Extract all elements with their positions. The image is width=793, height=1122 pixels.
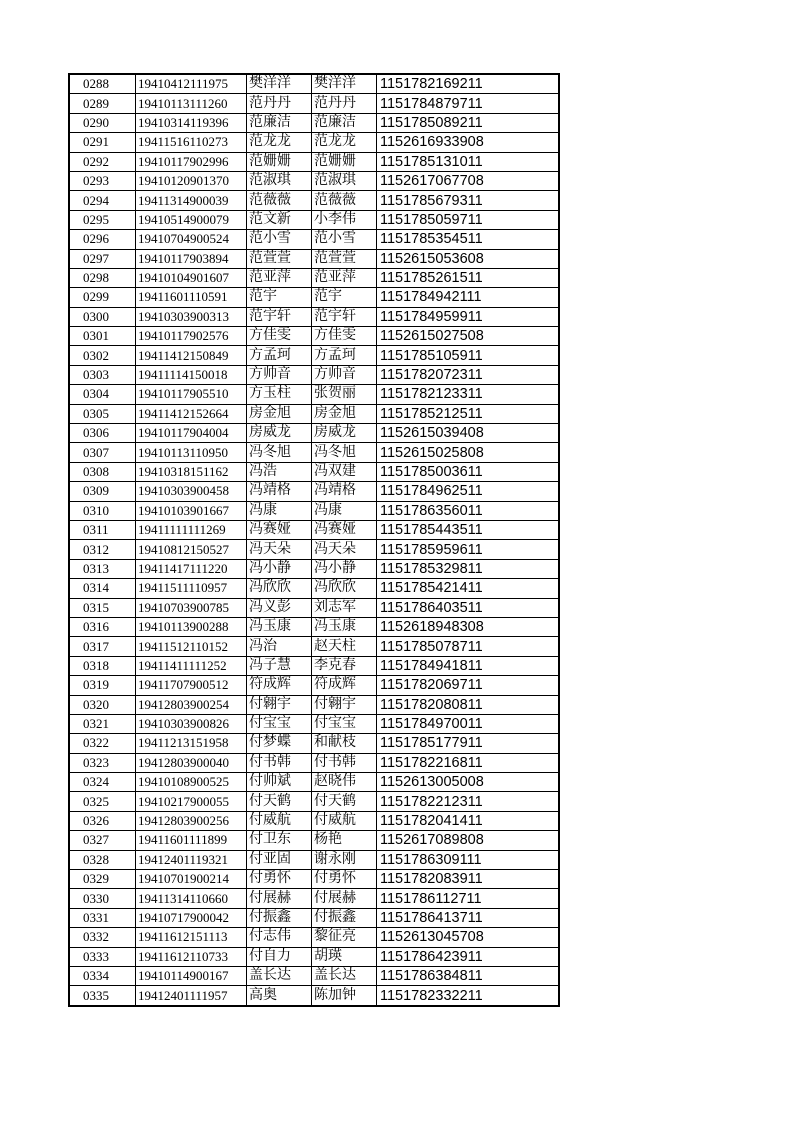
holder-name-cell: 范宇轩 (312, 307, 377, 326)
table-row (69, 928, 559, 947)
holder-name-cell: 冯靖格 (312, 482, 377, 501)
row-number-cell: 0322 (69, 734, 136, 753)
account-number-cell: 1151782072311 (377, 365, 560, 384)
table-row (69, 424, 559, 443)
id-number-cell: 19410113900288 (136, 617, 247, 636)
account-number-cell: 1151784959911 (377, 307, 560, 326)
holder-name-cell: 范小雪 (312, 230, 377, 249)
name-cell: 方玉柱 (247, 385, 312, 404)
table-row (69, 734, 559, 753)
id-number-cell: 19411516110273 (136, 133, 247, 152)
row-number-cell: 0325 (69, 792, 136, 811)
row-number-cell: 0301 (69, 327, 136, 346)
id-number-cell: 19411314110660 (136, 889, 247, 908)
row-number-cell: 0305 (69, 404, 136, 423)
account-number-cell: 1152615039408 (377, 424, 560, 443)
row-number-cell: 0313 (69, 559, 136, 578)
account-number-cell: 1151786403511 (377, 598, 560, 617)
row-number-cell: 0299 (69, 288, 136, 307)
table-row (69, 870, 559, 889)
table-row (69, 230, 559, 249)
table-row (69, 714, 559, 733)
account-number-cell: 1151782216811 (377, 753, 560, 772)
name-cell: 冯赛娅 (247, 520, 312, 539)
holder-name-cell: 方佳雯 (312, 327, 377, 346)
id-number-cell: 19410114900167 (136, 966, 247, 985)
id-number-cell: 19410703900785 (136, 598, 247, 617)
account-number-cell: 1152618948308 (377, 617, 560, 636)
account-number-cell: 1151785679311 (377, 191, 560, 210)
holder-name-cell: 方帅音 (312, 365, 377, 384)
table-row (69, 385, 559, 404)
id-number-cell: 19410701900214 (136, 870, 247, 889)
name-cell: 冯靖格 (247, 482, 312, 501)
id-number-cell: 19410314119396 (136, 113, 247, 132)
id-number-cell: 19411612151113 (136, 928, 247, 947)
table-row (69, 966, 559, 985)
row-number-cell: 0317 (69, 637, 136, 656)
name-cell: 冯义彭 (247, 598, 312, 617)
table-row (69, 365, 559, 384)
row-number-cell: 0314 (69, 579, 136, 598)
name-cell: 冯浩 (247, 462, 312, 481)
table-row (69, 559, 559, 578)
table-row (69, 482, 559, 501)
table-row (69, 443, 559, 462)
holder-name-cell: 冯玉康 (312, 617, 377, 636)
name-cell: 付卫东 (247, 831, 312, 850)
id-number-cell: 19410318151162 (136, 462, 247, 481)
name-cell: 付自力 (247, 947, 312, 966)
id-number-cell: 19410108900525 (136, 773, 247, 792)
holder-name-cell: 陈加钟 (312, 986, 377, 1006)
table-row (69, 268, 559, 287)
holder-name-cell: 房威龙 (312, 424, 377, 443)
name-cell: 符成辉 (247, 676, 312, 695)
id-number-cell: 19411707900512 (136, 676, 247, 695)
row-number-cell: 0331 (69, 908, 136, 927)
account-number-cell: 1151782080811 (377, 695, 560, 714)
account-number-cell: 1151785354511 (377, 230, 560, 249)
table-row (69, 152, 559, 171)
holder-name-cell: 方孟珂 (312, 346, 377, 365)
id-number-cell: 19411213151958 (136, 734, 247, 753)
account-number-cell: 1151786356011 (377, 501, 560, 520)
table-row (69, 753, 559, 772)
account-number-cell: 1151782332211 (377, 986, 560, 1006)
id-number-cell: 19410117902576 (136, 327, 247, 346)
table-row (69, 617, 559, 636)
holder-name-cell: 张贺丽 (312, 385, 377, 404)
name-cell: 付宝宝 (247, 714, 312, 733)
name-cell: 付志伟 (247, 928, 312, 947)
id-number-cell: 19410514900079 (136, 210, 247, 229)
name-cell: 付翱宇 (247, 695, 312, 714)
table-row (69, 249, 559, 268)
holder-name-cell: 李克春 (312, 656, 377, 675)
id-number-cell: 19411412150849 (136, 346, 247, 365)
account-number-cell: 1151785443511 (377, 520, 560, 539)
row-number-cell: 0311 (69, 520, 136, 539)
table-row (69, 598, 559, 617)
table-row (69, 947, 559, 966)
name-cell: 付书韩 (247, 753, 312, 772)
account-number-cell: 1151784970011 (377, 714, 560, 733)
id-number-cell: 19410303900826 (136, 714, 247, 733)
account-number-cell: 1151785078711 (377, 637, 560, 656)
holder-name-cell: 范丹丹 (312, 94, 377, 113)
holder-name-cell: 谢永刚 (312, 850, 377, 869)
name-cell: 范龙龙 (247, 133, 312, 152)
holder-name-cell: 冯欣欣 (312, 579, 377, 598)
id-number-cell: 19411314900039 (136, 191, 247, 210)
table-row (69, 462, 559, 481)
name-cell: 冯康 (247, 501, 312, 520)
account-number-cell: 1151786423911 (377, 947, 560, 966)
row-number-cell: 0335 (69, 986, 136, 1006)
table-row (69, 792, 559, 811)
holder-name-cell: 杨艳 (312, 831, 377, 850)
id-number-cell: 19412803900254 (136, 695, 247, 714)
id-number-cell: 19412803900256 (136, 811, 247, 830)
table-row (69, 133, 559, 152)
account-number-cell: 1151786413711 (377, 908, 560, 927)
account-number-cell: 1152613005008 (377, 773, 560, 792)
account-number-cell: 1151785261511 (377, 268, 560, 287)
row-number-cell: 0319 (69, 676, 136, 695)
id-number-cell: 19412401119321 (136, 850, 247, 869)
account-number-cell: 1151782212311 (377, 792, 560, 811)
holder-name-cell: 盖长达 (312, 966, 377, 985)
name-cell: 范宇 (247, 288, 312, 307)
account-number-cell: 1151782169211 (377, 74, 560, 94)
row-number-cell: 0294 (69, 191, 136, 210)
table-row (69, 94, 559, 113)
holder-name-cell: 范宇 (312, 288, 377, 307)
account-number-cell: 1152615027508 (377, 327, 560, 346)
holder-name-cell: 付天鹤 (312, 792, 377, 811)
account-number-cell: 1152615025808 (377, 443, 560, 462)
row-number-cell: 0292 (69, 152, 136, 171)
account-number-cell: 1151782041411 (377, 811, 560, 830)
table-row (69, 637, 559, 656)
row-number-cell: 0309 (69, 482, 136, 501)
row-number-cell: 0307 (69, 443, 136, 462)
name-cell: 范廉洁 (247, 113, 312, 132)
table-row (69, 307, 559, 326)
holder-name-cell: 冯冬旭 (312, 443, 377, 462)
row-number-cell: 0298 (69, 268, 136, 287)
account-number-cell: 1151786112711 (377, 889, 560, 908)
row-number-cell: 0304 (69, 385, 136, 404)
row-number-cell: 0308 (69, 462, 136, 481)
id-number-cell: 19410120901370 (136, 171, 247, 190)
holder-name-cell: 和献枝 (312, 734, 377, 753)
row-number-cell: 0318 (69, 656, 136, 675)
row-number-cell: 0326 (69, 811, 136, 830)
holder-name-cell: 小李伟 (312, 210, 377, 229)
id-number-cell: 19411612110733 (136, 947, 247, 966)
table-row (69, 210, 559, 229)
account-number-cell: 1151784942111 (377, 288, 560, 307)
holder-name-cell: 付书韩 (312, 753, 377, 772)
name-cell: 冯治 (247, 637, 312, 656)
account-number-cell: 1151785177911 (377, 734, 560, 753)
name-cell: 冯冬旭 (247, 443, 312, 462)
table-row (69, 850, 559, 869)
name-cell: 范亚萍 (247, 268, 312, 287)
name-cell: 房威龙 (247, 424, 312, 443)
table-row (69, 404, 559, 423)
holder-name-cell: 范亚萍 (312, 268, 377, 287)
name-cell: 房金旭 (247, 404, 312, 423)
id-number-cell: 19412401111957 (136, 986, 247, 1006)
table-row (69, 986, 559, 1006)
name-cell: 范薇薇 (247, 191, 312, 210)
holder-name-cell: 付展赫 (312, 889, 377, 908)
id-number-cell: 19410303900313 (136, 307, 247, 326)
account-number-cell: 1151785059711 (377, 210, 560, 229)
id-number-cell: 19410117902996 (136, 152, 247, 171)
row-number-cell: 0295 (69, 210, 136, 229)
id-number-cell: 19410104901607 (136, 268, 247, 287)
id-number-cell: 19410117904004 (136, 424, 247, 443)
row-number-cell: 0288 (69, 74, 136, 94)
id-number-cell: 19411114150018 (136, 365, 247, 384)
holder-name-cell: 范萱萱 (312, 249, 377, 268)
name-cell: 范宇轩 (247, 307, 312, 326)
holder-name-cell: 赵天柱 (312, 637, 377, 656)
account-number-cell: 1151782083911 (377, 870, 560, 889)
id-number-cell: 19411412152664 (136, 404, 247, 423)
account-number-cell: 1151784962511 (377, 482, 560, 501)
holder-name-cell: 冯双建 (312, 462, 377, 481)
table-row (69, 579, 559, 598)
account-number-cell: 1152613045708 (377, 928, 560, 947)
account-number-cell: 1151785329811 (377, 559, 560, 578)
account-number-cell: 1151785212511 (377, 404, 560, 423)
table-row (69, 908, 559, 927)
name-cell: 方孟珂 (247, 346, 312, 365)
holder-name-cell: 冯天朵 (312, 540, 377, 559)
id-number-cell: 19410103901667 (136, 501, 247, 520)
holder-name-cell: 范龙龙 (312, 133, 377, 152)
table-row (69, 346, 559, 365)
name-cell: 付振鑫 (247, 908, 312, 927)
id-number-cell: 19410217900055 (136, 792, 247, 811)
name-cell: 付展赫 (247, 889, 312, 908)
table-row (69, 74, 559, 94)
row-number-cell: 0312 (69, 540, 136, 559)
row-number-cell: 0290 (69, 113, 136, 132)
name-cell: 付亚固 (247, 850, 312, 869)
holder-name-cell: 付振鑫 (312, 908, 377, 927)
holder-name-cell: 房金旭 (312, 404, 377, 423)
account-number-cell: 1151785003611 (377, 462, 560, 481)
row-number-cell: 0302 (69, 346, 136, 365)
account-number-cell: 1151785421411 (377, 579, 560, 598)
name-cell: 盖长达 (247, 966, 312, 985)
holder-name-cell: 赵晓伟 (312, 773, 377, 792)
table-row (69, 501, 559, 520)
row-number-cell: 0321 (69, 714, 136, 733)
table-row (69, 327, 559, 346)
id-number-cell: 19411417111220 (136, 559, 247, 578)
account-number-cell: 1152617089808 (377, 831, 560, 850)
name-cell: 付梦蝶 (247, 734, 312, 753)
holder-name-cell: 冯康 (312, 501, 377, 520)
holder-name-cell: 符成辉 (312, 676, 377, 695)
table-row (69, 540, 559, 559)
name-cell: 方帅音 (247, 365, 312, 384)
table-row (69, 831, 559, 850)
name-cell: 高奥 (247, 986, 312, 1006)
id-number-cell: 19410303900458 (136, 482, 247, 501)
row-number-cell: 0296 (69, 230, 136, 249)
row-number-cell: 0320 (69, 695, 136, 714)
name-cell: 付帅斌 (247, 773, 312, 792)
id-number-cell: 19410117903894 (136, 249, 247, 268)
name-cell: 付勇怀 (247, 870, 312, 889)
holder-name-cell: 樊洋洋 (312, 74, 377, 94)
row-number-cell: 0310 (69, 501, 136, 520)
holder-name-cell: 付勇怀 (312, 870, 377, 889)
row-number-cell: 0306 (69, 424, 136, 443)
id-number-cell: 19412803900040 (136, 753, 247, 772)
name-cell: 冯天朵 (247, 540, 312, 559)
name-cell: 范丹丹 (247, 94, 312, 113)
holder-name-cell: 付宝宝 (312, 714, 377, 733)
name-cell: 范文新 (247, 210, 312, 229)
id-number-cell: 19410717900042 (136, 908, 247, 927)
table-row (69, 288, 559, 307)
holder-name-cell: 黎征亮 (312, 928, 377, 947)
name-cell: 冯子慧 (247, 656, 312, 675)
id-number-cell: 19410113110950 (136, 443, 247, 462)
row-number-cell: 0327 (69, 831, 136, 850)
table-row (69, 676, 559, 695)
account-number-cell: 1151784879711 (377, 94, 560, 113)
name-cell: 冯欣欣 (247, 579, 312, 598)
name-cell: 范淑琪 (247, 171, 312, 190)
account-number-cell: 1151785089211 (377, 113, 560, 132)
id-number-cell: 19411512110152 (136, 637, 247, 656)
table-row (69, 695, 559, 714)
name-cell: 付天鹤 (247, 792, 312, 811)
holder-name-cell: 范淑琪 (312, 171, 377, 190)
name-cell: 付威航 (247, 811, 312, 830)
row-number-cell: 0303 (69, 365, 136, 384)
id-number-cell: 19410812150527 (136, 540, 247, 559)
table-row (69, 113, 559, 132)
id-number-cell: 19411511110957 (136, 579, 247, 598)
table-row (69, 889, 559, 908)
table-row (69, 656, 559, 675)
holder-name-cell: 范廉洁 (312, 113, 377, 132)
account-number-cell: 1151785959611 (377, 540, 560, 559)
id-number-cell: 19410704900524 (136, 230, 247, 249)
account-number-cell: 1151782123311 (377, 385, 560, 404)
id-number-cell: 19410113111260 (136, 94, 247, 113)
table-row (69, 171, 559, 190)
row-number-cell: 0332 (69, 928, 136, 947)
account-number-cell: 1151785131011 (377, 152, 560, 171)
id-number-cell: 19410412111975 (136, 74, 247, 94)
row-number-cell: 0328 (69, 850, 136, 869)
id-number-cell: 19411601111899 (136, 831, 247, 850)
holder-name-cell: 胡瑛 (312, 947, 377, 966)
holder-name-cell: 范薇薇 (312, 191, 377, 210)
name-cell: 樊洋洋 (247, 74, 312, 94)
row-number-cell: 0316 (69, 617, 136, 636)
name-cell: 冯小静 (247, 559, 312, 578)
table-body (69, 74, 559, 1006)
holder-name-cell: 刘志军 (312, 598, 377, 617)
row-number-cell: 0323 (69, 753, 136, 772)
holder-name-cell: 范姗姗 (312, 152, 377, 171)
id-number-cell: 19410117905510 (136, 385, 247, 404)
row-number-cell: 0334 (69, 966, 136, 985)
row-number-cell: 0300 (69, 307, 136, 326)
row-number-cell: 0329 (69, 870, 136, 889)
name-cell: 冯玉康 (247, 617, 312, 636)
holder-name-cell: 付翱宇 (312, 695, 377, 714)
row-number-cell: 0330 (69, 889, 136, 908)
table-row (69, 773, 559, 792)
id-number-cell: 19411111111269 (136, 520, 247, 539)
row-number-cell: 0289 (69, 94, 136, 113)
account-number-cell: 1152617067708 (377, 171, 560, 190)
account-number-cell: 1151786309111 (377, 850, 560, 869)
name-cell: 范姗姗 (247, 152, 312, 171)
table-row (69, 520, 559, 539)
table-row (69, 191, 559, 210)
holder-name-cell: 冯小静 (312, 559, 377, 578)
row-number-cell: 0324 (69, 773, 136, 792)
data-table (68, 73, 560, 1007)
name-cell: 范小雪 (247, 230, 312, 249)
holder-name-cell: 付威航 (312, 811, 377, 830)
account-number-cell: 1151782069711 (377, 676, 560, 695)
name-cell: 范萱萱 (247, 249, 312, 268)
row-number-cell: 0333 (69, 947, 136, 966)
account-number-cell: 1151784941811 (377, 656, 560, 675)
id-number-cell: 19411411111252 (136, 656, 247, 675)
account-number-cell: 1152615053608 (377, 249, 560, 268)
row-number-cell: 0315 (69, 598, 136, 617)
name-cell: 方佳雯 (247, 327, 312, 346)
account-number-cell: 1151786384811 (377, 966, 560, 985)
account-number-cell: 1151785105911 (377, 346, 560, 365)
id-number-cell: 19411601110591 (136, 288, 247, 307)
row-number-cell: 0291 (69, 133, 136, 152)
row-number-cell: 0297 (69, 249, 136, 268)
row-number-cell: 0293 (69, 171, 136, 190)
holder-name-cell: 冯赛娅 (312, 520, 377, 539)
table-row (69, 811, 559, 830)
account-number-cell: 1152616933908 (377, 133, 560, 152)
